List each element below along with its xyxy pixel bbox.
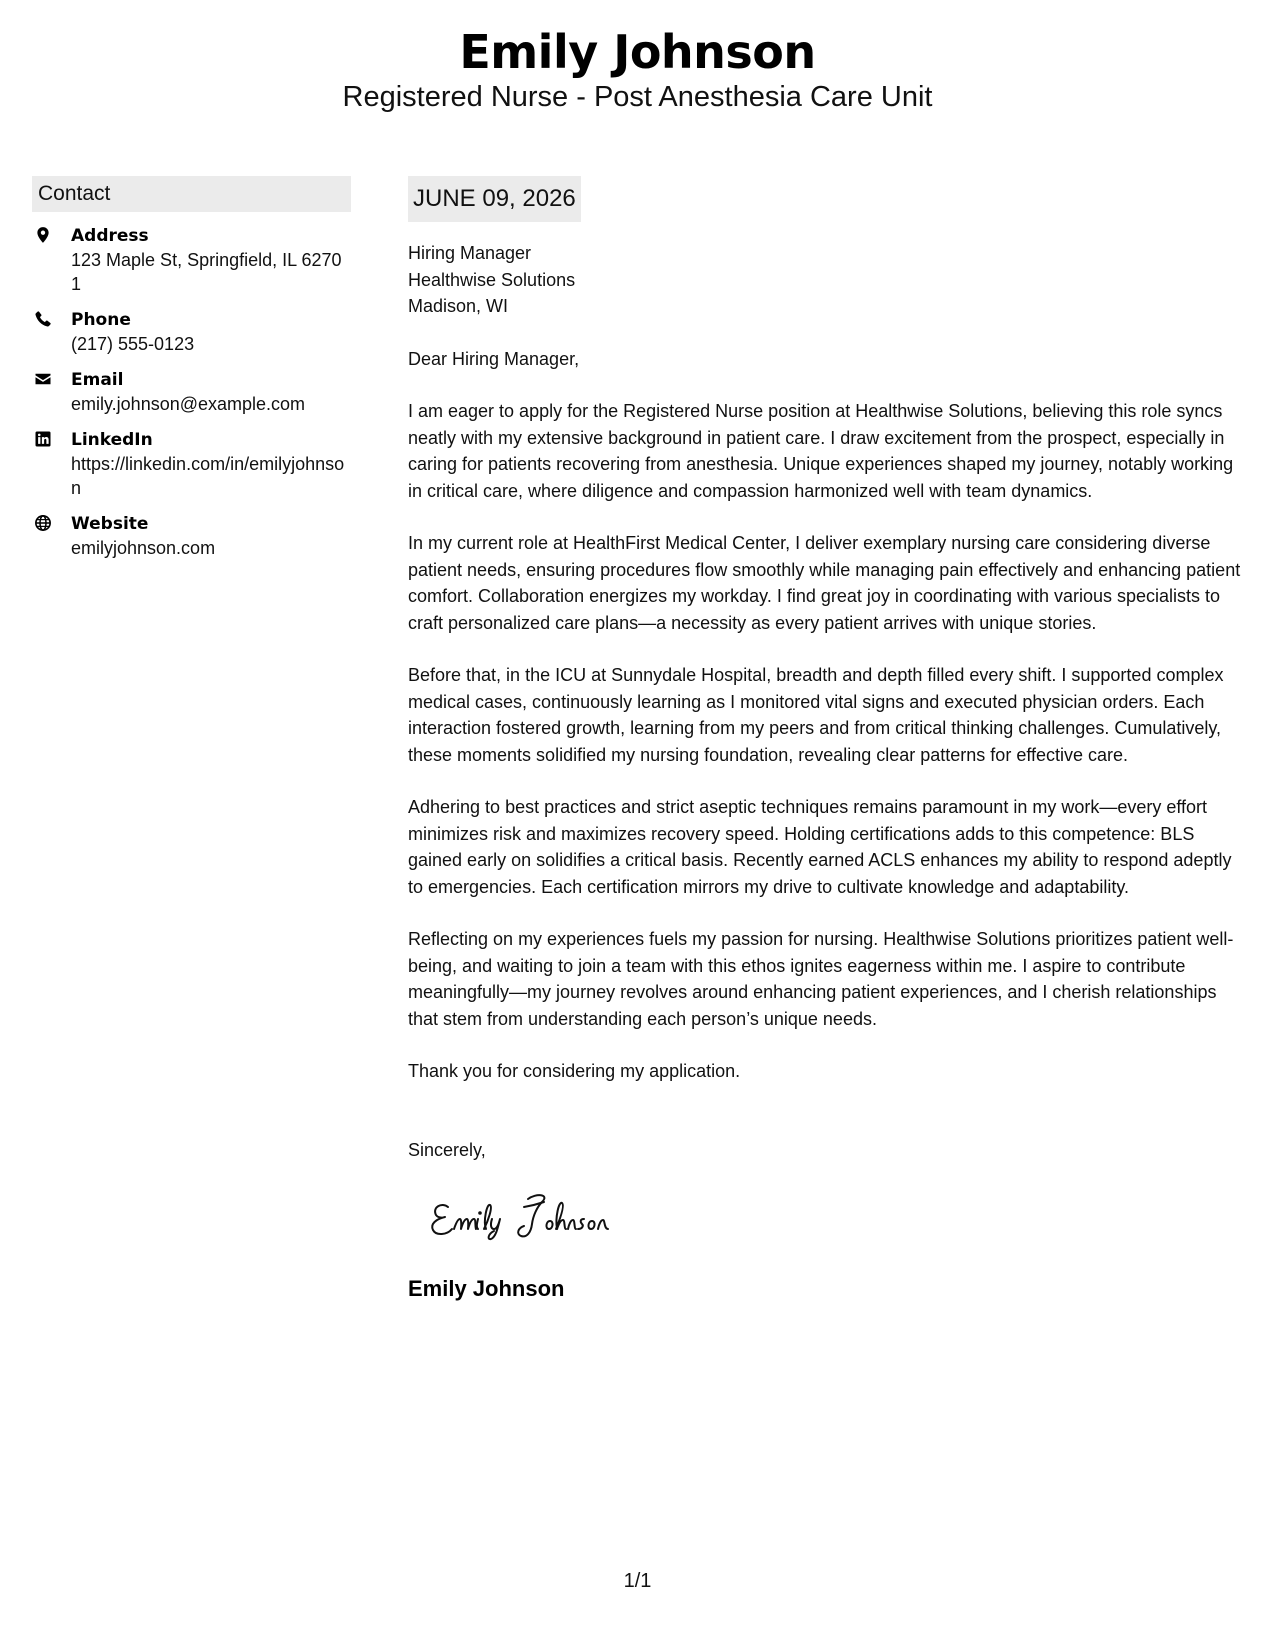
phone-icon (34, 310, 52, 328)
page-number: 1/1 (623, 1570, 652, 1592)
applicant-name: Emily Johnson (459, 25, 816, 79)
letter-header (0, 24, 1275, 114)
phone-value: (217) 555-0123 (71, 334, 195, 354)
contact-item-linkedin (32, 428, 351, 500)
body-paragraph: I am eager to apply for the Registered Nurse position at Healthwise Solutions, believing this role syncs neatly with my extensive background in patient care. I draw excitement from the prospect, especially in caring for patients recovering from anesthesia. Unique experiences shaped my journey, notably working in critical care, where diligence and compassion harmonized well with team dynamics. (408, 401, 1234, 501)
contact-item-email (32, 368, 351, 416)
letter-body (408, 176, 1248, 1303)
contact-sidebar (32, 176, 351, 560)
map-pin-icon (34, 226, 52, 244)
recipient-location: Madison, WI (408, 296, 509, 316)
email-label: Email (71, 370, 124, 390)
linkedin-value[interactable]: https://linkedin.com/in/emilyjohnson (71, 454, 345, 498)
letter-date: JUNE 09, 2026 (408, 176, 581, 222)
envelope-icon (34, 370, 52, 388)
globe-icon (34, 514, 52, 532)
recipient-company: Healthwise Solutions (408, 269, 576, 290)
body-paragraph: Reflecting on my experiences fuels my passion for nursing. Healthwise Solutions prioritizes patient well-being, and waiting to join a team with this ethos ignites eagerness within me. I aspire to contribute meaningfully—my journey revolves around enhancing patient experiences, and I cherish relationships that stem from understanding each person’s unique needs. (408, 929, 1234, 1029)
linkedin-label: LinkedIn (71, 430, 153, 450)
recipient-name: Hiring Manager (408, 243, 532, 263)
closing-thanks: Thank you for considering my application. (408, 1061, 741, 1081)
email-value: emily.johnson@example.com (71, 394, 306, 414)
handwritten-signature (426, 1185, 656, 1245)
website-label: Website (71, 514, 149, 534)
website-value[interactable]: emilyjohnson.com (71, 538, 216, 558)
body-paragraph: Adhering to best practices and strict aseptic techniques remains paramount in my work—every effort minimizes risk and maximizes recovery speed. Holding certifications adds to this competence: BLS gained early on solidifies a critical basis. Recently earned ACLS enhances my ability to respond adeptly to emergencies. Each certification mirrors my drive to cultivate knowledge and adaptability. (408, 797, 1232, 897)
body-paragraph: In my current role at HealthFirst Medical Center, I deliver exemplary nursing care considering diverse patient needs, ensuring procedures flow smoothly while managing pain effectively and enhancing patient comfort. Collaboration energizes my workday. I find great joy in coordinating with various specialists to craft personalized care plans—a necessity as every patient arrives with unique stories. (408, 533, 1241, 633)
address-label: Address (71, 226, 149, 246)
contact-item-address (32, 224, 351, 296)
recipient-block (408, 240, 1248, 320)
signoff: Sincerely, (408, 1139, 486, 1160)
linkedin-icon (34, 430, 52, 448)
salutation: Dear Hiring Manager, (408, 348, 580, 369)
signer-name: Emily Johnson (408, 1275, 565, 1301)
contact-item-phone (32, 308, 351, 356)
phone-label: Phone (71, 310, 131, 330)
contact-item-website (32, 512, 351, 560)
applicant-title: Registered Nurse - Post Anesthesia Care Unit (342, 81, 933, 113)
address-value: 123 Maple St, Springfield, IL 62701 (71, 250, 342, 294)
body-paragraph: Before that, in the ICU at Sunnydale Hospital, breadth and depth filled every shift. I supported complex medical cases, continuously learning as I monitored vital signs and executed physician orders. Each interaction fostered growth, learning from my peers and from critical thinking challenges. Cumulatively, these moments solidified my nursing foundation, revealing clear patterns for effective care. (408, 665, 1224, 765)
contact-section-title: Contact (32, 176, 351, 212)
